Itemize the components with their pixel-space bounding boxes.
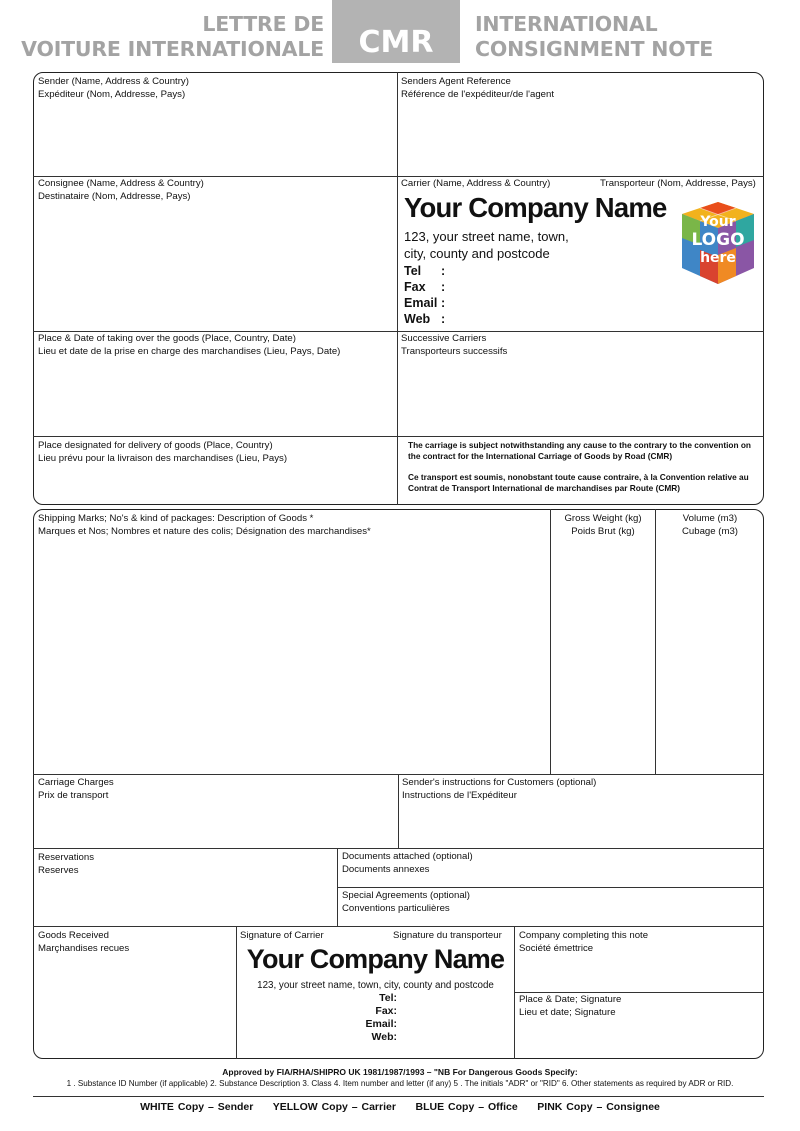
divider xyxy=(397,72,398,505)
email-label: Email xyxy=(404,296,438,310)
divider xyxy=(550,509,551,774)
title-en-line1: INTERNATIONAL xyxy=(475,12,658,36)
email-sep: : xyxy=(441,296,446,310)
place-delivery-field[interactable] xyxy=(38,440,287,465)
fax-label-2: Fax: xyxy=(375,1005,397,1017)
volume-label-en: Volume (m3) xyxy=(682,513,738,524)
tel-sep: : xyxy=(441,264,446,278)
instructions-label-en: Sender's instructions for Customers (optional) xyxy=(402,777,597,788)
fax-sep: : xyxy=(441,280,446,294)
shipping-marks-field[interactable] xyxy=(38,513,371,538)
logo-text-here: here xyxy=(700,250,736,266)
divider xyxy=(655,509,656,774)
company-address-line1: 123, your street name, town, xyxy=(404,229,569,244)
signature-carrier-label-en: Signature of Carrier xyxy=(240,930,324,941)
fax-label: Fax xyxy=(404,280,426,294)
sender-label-fr: Expéditeur (Nom, Addresse, Pays) xyxy=(38,88,186,100)
dangerous-goods-items: 1 . Substance ID Number (if applicable) 2. Substance Description 3. Class 4. Item number and letter (if any) 5 . The initials "ADR" or "RID" 6. Other statements as required by ADR or RID. xyxy=(66,1079,734,1088)
company-address-line2: city, county and postcode xyxy=(404,246,550,261)
agent-reference-field[interactable] xyxy=(401,76,554,101)
divider xyxy=(398,774,399,848)
company-completing-field[interactable] xyxy=(519,930,648,955)
sender-label-en: Sender (Name, Address & Country) xyxy=(38,76,189,87)
divider xyxy=(33,331,764,332)
divider xyxy=(514,992,764,993)
carrier-label-fr: Transporteur (Nom, Addresse, Pays) xyxy=(600,178,756,189)
place-date-signature-field[interactable] xyxy=(519,994,621,1019)
goods-received-label-fr: Marçhandises recues xyxy=(38,942,130,954)
carrier-company-block xyxy=(404,192,666,327)
carrier-label-en: Carrier (Name, Address & Country) xyxy=(401,178,551,189)
tel-label: Tel xyxy=(404,264,422,278)
goods-received-label-en: Goods Received xyxy=(38,930,109,941)
successive-label-fr: Transporteurs successifs xyxy=(401,345,508,357)
consignee-label-fr: Destinataire (Nom, Addresse, Pays) xyxy=(38,190,191,202)
reservations-field[interactable] xyxy=(38,852,94,877)
title-fr-line2: VOITURE INTERNATIONALE xyxy=(21,37,324,61)
consignee-label-en: Consignee (Name, Address & Country) xyxy=(38,178,204,189)
convention-notice xyxy=(408,440,760,494)
goods-received-field[interactable] xyxy=(38,930,129,955)
company-name-2: Your Company Name xyxy=(246,944,505,974)
divider xyxy=(33,176,764,177)
signature-carrier-label-fr: Signature du transporteur xyxy=(393,930,502,941)
company-address-2: 123, your street name, town, city, county and postcode xyxy=(257,980,494,991)
logo-text-your: Your xyxy=(700,214,736,230)
sender-field[interactable] xyxy=(38,76,189,101)
sender-instructions-field[interactable] xyxy=(402,777,596,802)
gross-weight-field[interactable] xyxy=(551,513,655,538)
volume-label-fr: Cubage (m3) xyxy=(682,525,738,537)
email-label-2: Email: xyxy=(365,1018,397,1030)
agent-ref-label-fr: Référence de l'expéditeur/de l'agent xyxy=(401,88,555,100)
divider xyxy=(337,887,764,888)
company-completing-label-fr: Société émettrice xyxy=(519,942,594,954)
successive-label-en: Successive Carriers xyxy=(401,333,487,344)
convention-text-fr: Ce transport est soumis, nonobstant toute cause contraire, à la Convention relative au Contrat de Transport International de marchandises par Route (CMR) xyxy=(408,472,749,493)
signature-carrier-block[interactable] xyxy=(237,944,514,1044)
divider xyxy=(33,1096,764,1097)
logo-text-logo: LOGO xyxy=(691,230,745,250)
gross-label-fr: Poids Brut (kg) xyxy=(571,525,635,537)
web-sep: : xyxy=(441,312,446,326)
logo-icon xyxy=(678,200,758,286)
cmr-badge: CMR xyxy=(332,0,460,63)
carriage-charges-field[interactable] xyxy=(38,777,114,802)
volume-field[interactable] xyxy=(656,513,764,538)
title-fr-line1: LETTRE DE xyxy=(202,12,324,36)
consignee-field[interactable] xyxy=(38,178,204,203)
place-taking-over-field[interactable] xyxy=(38,333,340,358)
instructions-label-fr: Instructions de l'Expéditeur xyxy=(402,789,517,801)
approval-note: Approved by FIA/RHA/SHIPRO UK 1981/1987/1993 – "NB For Dangerous Goods Specify: xyxy=(222,1067,578,1077)
company-name: Your Company Name xyxy=(404,192,667,223)
convention-text-en: The carriage is subject notwithstanding any cause to the contrary to the convention on the contract for the International Carriage of Goods by Road (CMR) xyxy=(408,440,751,461)
place-date-sig-label-fr: Lieu et date; Signature xyxy=(519,1006,616,1018)
special-agreements-field[interactable] xyxy=(342,890,470,915)
agreements-label-en: Special Agreements (optional) xyxy=(342,890,470,901)
shipping-label-fr: Marques et Nos; Nombres et nature des colis; Désignation des marchandises* xyxy=(38,525,371,537)
charges-label-fr: Prix de transport xyxy=(38,789,109,801)
successive-carriers-field[interactable] xyxy=(401,333,507,358)
title-en-line2: CONSIGNMENT NOTE xyxy=(475,37,714,61)
charges-label-en: Carriage Charges xyxy=(38,777,114,788)
web-label-2: Web: xyxy=(371,1031,397,1043)
divider xyxy=(33,436,764,437)
place-delivery-label-fr: Lieu prévu pour la livraison des marchandises (Lieu, Pays) xyxy=(38,452,288,464)
divider xyxy=(33,848,764,849)
place-taking-label-en: Place & Date of taking over the goods (Place, Country, Date) xyxy=(38,333,296,344)
documents-label-en: Documents attached (optional) xyxy=(342,851,473,862)
divider xyxy=(33,926,764,927)
agreements-label-fr: Conventions particulières xyxy=(342,902,450,914)
reservations-label-en: Reservations xyxy=(38,852,94,863)
documents-attached-field[interactable] xyxy=(342,851,473,876)
place-delivery-label-en: Place designated for delivery of goods (Place, Country) xyxy=(38,440,273,451)
agent-ref-label-en: Senders Agent Reference xyxy=(401,76,511,87)
gross-label-en: Gross Weight (kg) xyxy=(564,513,642,524)
copy-distribution: WHITE Copy – Sender YELLOW Copy – Carrier BLUE Copy – Office PINK Copy – Consignee xyxy=(140,1101,660,1113)
place-date-sig-label-en: Place & Date; Signature xyxy=(519,994,622,1005)
reservations-label-fr: Reserves xyxy=(38,864,79,876)
web-label: Web xyxy=(404,312,431,326)
tel-label-2: Tel: xyxy=(379,992,397,1004)
place-taking-label-fr: Lieu et date de la prise en charge des marchandises (Lieu, Pays, Date) xyxy=(38,345,341,357)
shipping-label-en: Shipping Marks; No's & kind of packages: Description of Goods * xyxy=(38,513,314,524)
documents-label-fr: Documents annexes xyxy=(342,863,430,875)
company-completing-label-en: Company completing this note xyxy=(519,930,649,941)
